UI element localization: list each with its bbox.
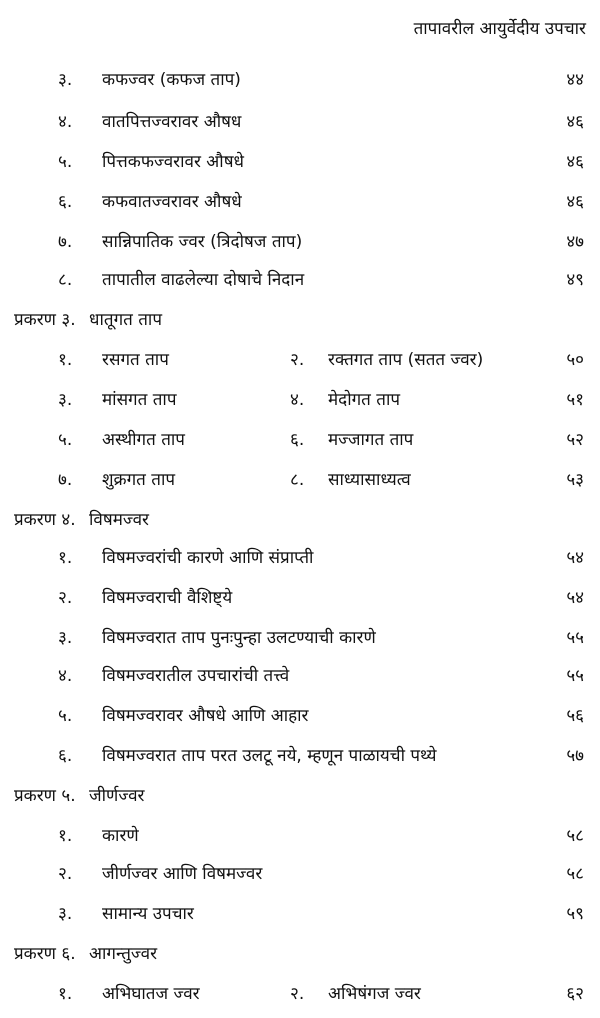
entry-number: ७. [58, 232, 73, 252]
entry-number: ३. [58, 904, 73, 924]
entry-title-2: अभिषंगज ज्वर [328, 984, 421, 1004]
toc-entry [0, 64, 600, 96]
toc-entry [0, 820, 600, 852]
entry-title-2: मज्जागत ताप [328, 430, 414, 450]
entry-number-2: ४. [290, 390, 305, 410]
entry-page: ५४ [566, 548, 584, 568]
running-header: तापावरील आयुर्वेदीय उपचार [413, 19, 586, 39]
chapter-title: आगन्तुज्वर [89, 944, 158, 964]
entry-page: ६२ [566, 984, 584, 1004]
entry-title: सामान्य उपचार [102, 904, 194, 924]
entry-number: १. [58, 826, 73, 846]
entry-number: २. [58, 588, 73, 608]
toc-entry [0, 898, 600, 930]
entry-number-2: ६. [290, 430, 305, 450]
chapter-label: प्रकरण ३. [14, 310, 76, 330]
entry-number: १. [58, 984, 73, 1004]
entry-title: रसगत ताप [102, 350, 169, 370]
entry-page: ४४ [566, 70, 584, 90]
chapter-title: धातूगत ताप [89, 310, 162, 330]
entry-number-2: ८. [290, 470, 305, 490]
entry-number: ३. [58, 70, 73, 90]
entry-page: ५३ [566, 470, 584, 490]
entry-title: विषमज्वरातील उपचारांची तत्त्वे [102, 666, 290, 686]
entry-title-2: मेदोगत ताप [328, 390, 401, 410]
entry-title: वातपित्तज्वरावर औषध [102, 112, 242, 132]
toc-entry [0, 226, 600, 258]
entry-title: विषमज्वराची वैशिष्ट्ये [102, 588, 233, 608]
entry-number: ७. [58, 470, 73, 490]
toc-entry-pair [0, 384, 600, 416]
entry-title: मांसगत ताप [102, 390, 177, 410]
entry-title: अस्थीगत ताप [102, 430, 185, 450]
entry-number: ६. [58, 746, 73, 766]
entry-title: अभिघातज ज्वर [102, 984, 200, 1004]
entry-page: ५८ [566, 864, 584, 884]
entry-title: जीर्णज्वर आणि विषमज्वर [102, 864, 263, 884]
entry-page: ५४ [566, 588, 584, 608]
entry-page: ५७ [566, 746, 584, 766]
entry-number: ३. [58, 390, 73, 410]
entry-number: ५. [58, 152, 73, 172]
entry-number: २. [58, 864, 73, 884]
toc-entry [0, 542, 600, 574]
entry-page: ५८ [566, 826, 584, 846]
toc-entry-pair [0, 464, 600, 496]
entry-title-2: साध्यासाध्यत्व [328, 470, 411, 490]
entry-number: ८. [58, 270, 73, 290]
chapter-label: प्रकरण ६. [14, 944, 76, 964]
entry-number: ३. [58, 628, 73, 648]
entry-number-2: २. [290, 350, 305, 370]
entry-number: १. [58, 350, 73, 370]
chapter-title: विषमज्वर [89, 510, 150, 530]
chapter-heading [14, 304, 162, 336]
entry-page: ४६ [566, 192, 584, 212]
entry-number: ५. [58, 706, 73, 726]
entry-page: ५२ [566, 430, 584, 450]
chapter-heading [14, 504, 149, 536]
entry-number: ४. [58, 112, 73, 132]
chapter-label: प्रकरण ४. [14, 510, 76, 530]
entry-page: ४६ [566, 112, 584, 132]
toc-entry [0, 582, 600, 614]
entry-title: कफज्वर (कफज ताप) [102, 70, 241, 90]
toc-entry-pair [0, 978, 600, 1010]
entry-number: ६. [58, 192, 73, 212]
toc-entry [0, 146, 600, 178]
toc-entry [0, 858, 600, 890]
entry-title: सान्निपातिक ज्वर (त्रिदोषज ताप) [102, 232, 303, 252]
chapter-heading [14, 780, 144, 812]
entry-page: ४६ [566, 152, 584, 172]
entry-title: पित्तकफज्वरावर औषधे [102, 152, 244, 172]
chapter-label: प्रकरण ५. [14, 786, 76, 806]
toc-entry-pair [0, 424, 600, 456]
entry-page: ५० [566, 350, 584, 370]
entry-title: विषमज्वरात ताप परत उलटू नये, म्हणून पाळायची पथ्ये [102, 746, 437, 766]
toc-entry [0, 264, 600, 296]
entry-number: १. [58, 548, 73, 568]
entry-title: शुक्रगत ताप [102, 470, 176, 490]
entry-page: ५५ [566, 628, 584, 648]
toc-entry-pair [0, 344, 600, 376]
entry-title: विषमज्वरावर औषधे आणि आहार [102, 706, 309, 726]
entry-title: कारणे [102, 826, 139, 846]
entry-title: तापातील वाढलेल्या दोषाचे निदान [102, 270, 305, 290]
toc-entry [0, 106, 600, 138]
entry-title: कफवातज्वरावर औषधे [102, 192, 242, 212]
entry-number: ५. [58, 430, 73, 450]
entry-page: ४७ [566, 232, 584, 252]
entry-title: विषमज्वरात ताप पुनःपुन्हा उलटण्याची कारणे [102, 628, 376, 648]
entry-page: ४९ [566, 270, 584, 290]
toc-entry [0, 700, 600, 732]
entry-page: ५९ [566, 904, 584, 924]
entry-page: ५५ [566, 666, 584, 686]
toc-entry [0, 622, 600, 654]
toc-entry [0, 740, 600, 772]
toc-entry [0, 660, 600, 692]
toc-entry [0, 186, 600, 218]
entry-title: विषमज्वरांची कारणे आणि संप्राप्ती [102, 548, 314, 568]
entry-number: ४. [58, 666, 73, 686]
chapter-heading [14, 938, 157, 970]
entry-number-2: २. [290, 984, 305, 1004]
entry-title-2: रक्तगत ताप (सतत ज्वर) [328, 350, 484, 370]
entry-page: ५६ [566, 706, 584, 726]
chapter-title: जीर्णज्वर [89, 786, 145, 806]
entry-page: ५१ [566, 390, 584, 410]
